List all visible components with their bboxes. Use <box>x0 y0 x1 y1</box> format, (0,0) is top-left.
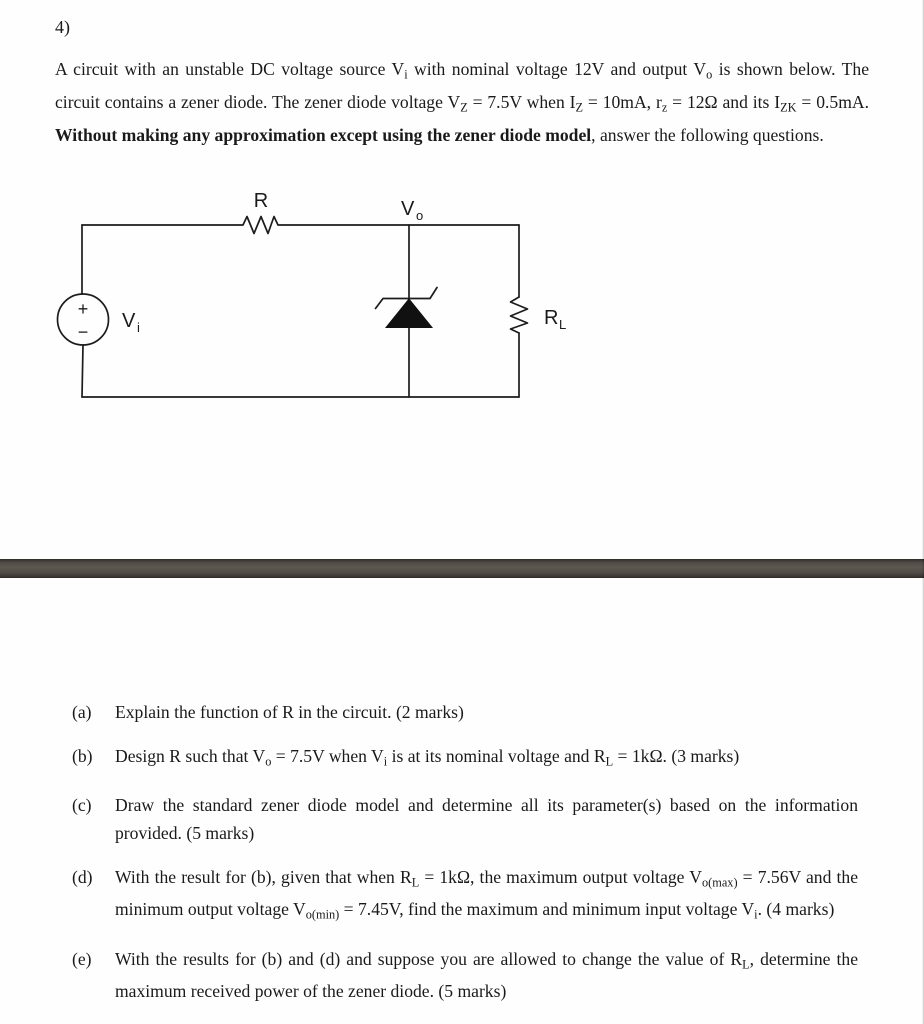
question-label: (e) <box>72 948 92 969</box>
output-node-label-sub: o <box>416 208 424 223</box>
question-item-d <box>72 864 858 929</box>
plus-sign-icon: + <box>77 299 89 319</box>
question-item-a <box>72 699 858 726</box>
question-item-c <box>72 792 858 846</box>
question-label: (d) <box>72 866 93 887</box>
question-text: Draw the standard zener diode model and determine all its parameter(s) based on the information provided. (5 marks) <box>115 795 858 843</box>
intro-paragraph: A circuit with an unstable DC voltage source $V_i$ with nominal voltage 12V and output $V_o$ is shown below. The circuit contains a zener diode. The zener diode voltage $V_Z = 7.5V$ when $I_Z = 10mA$, $r_z = 12\Omega$ and its $I_{ZK} = 0.5mA$. Without making any approximation except using the zener diode model, answer the following questions. <box>55 59 870 145</box>
question-text: With the result for (b), given that when $R_L = 1k\Omega$, the maximum output voltage $V_{o(max)} = 7.56V$ and the minimum output voltage $V_{o(min)} = 7.45V$, find the maximum and minimum input voltage $V_i$. (4 marks) <box>115 866 859 922</box>
resistor-label: R <box>253 190 269 212</box>
zener-triangle <box>386 299 432 328</box>
question-number: 4) <box>55 17 70 37</box>
question-label: (a) <box>72 702 92 722</box>
question-label: (b) <box>72 746 93 766</box>
question-text: Explain the function of R in the circuit. (2 marks) <box>115 702 464 722</box>
question-text: Design R such that $V_o = 7.5V$ when $V_i$ is at its nominal voltage and $R_L = 1k\Omega$. (3 marks) <box>115 746 740 769</box>
question-item-e <box>72 946 858 1006</box>
page-break-separator <box>0 559 924 578</box>
load-label-sub: L <box>559 317 567 332</box>
source-label-sub: i <box>137 320 140 335</box>
questions-list <box>72 699 858 1022</box>
output-node-label: V <box>401 198 415 220</box>
question-text: With the results for (b) and (d) and suppose you are allowed to change the value of $R_L$, determine the maximum received power of the zener diode. (5 marks) <box>115 948 859 1002</box>
minus-sign-icon: − <box>77 322 89 342</box>
left-branch-lower <box>82 345 83 397</box>
question-item-b <box>72 743 858 776</box>
load-label: R <box>544 307 559 329</box>
source-label: V <box>122 310 136 332</box>
question-label: (c) <box>72 795 92 816</box>
load-resistor-zigzag <box>511 297 528 333</box>
top-wire-and-resistor <box>82 217 519 234</box>
